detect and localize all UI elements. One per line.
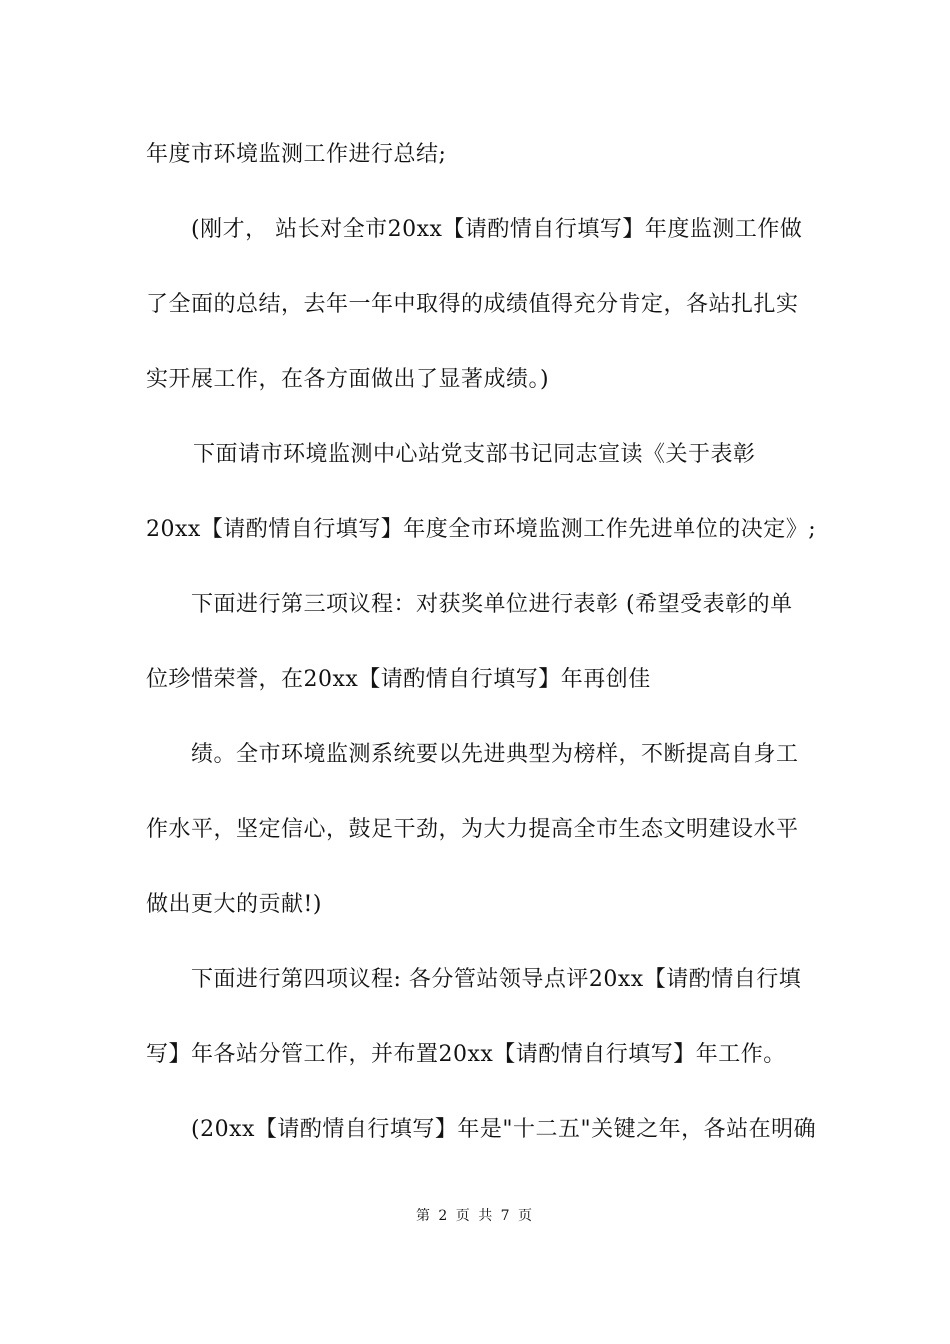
page-number: 第 2 页 共 7 页 [415, 1208, 535, 1224]
text-line: 了全面的总结，去年一年中取得的成绩值得充分肯定，各站扎扎实 [146, 292, 799, 317]
text-line: 下面进行第四项议程: 各分管站领导点评20xx【请酌情自行填 [191, 967, 802, 992]
text-line: 作水平，坚定信心，鼓足干劲，为大力提高全市生态文明建设水平 [146, 817, 799, 842]
text-line: (20xx【请酌情自行填写】年是"十二五"关键之年，各站在明确 [191, 1117, 817, 1142]
text-line: 写】年各站分管工作，并布置20xx【请酌情自行填写】年工作。 [146, 1042, 786, 1067]
text-line: 绩。全市环境监测系统要以先进典型为榜样，不断提高自身工 [191, 742, 799, 767]
text-line: (刚才， 站长对全市20xx【请酌情自行填写】年度监测工作做 [191, 217, 803, 242]
text-line: 做出更大的贡献!) [146, 892, 322, 917]
text-line: 下面请市环境监测中心站党支部书记同志宣读《关于表彰 [193, 442, 756, 467]
text-line: 位珍惜荣誉，在20xx【请酌情自行填写】年再创佳 [146, 667, 651, 692]
text-line: 下面进行第三项议程：对获奖单位进行表彰 (希望受表彰的单 [191, 592, 793, 617]
text-line: 年度市环境监测工作进行总结; [146, 142, 447, 167]
text-line: 实开展工作，在各方面做出了显著成绩。) [146, 367, 550, 392]
text-line: 20xx【请酌情自行填写】年度全市环境监测工作先进单位的决定》; [146, 517, 817, 542]
